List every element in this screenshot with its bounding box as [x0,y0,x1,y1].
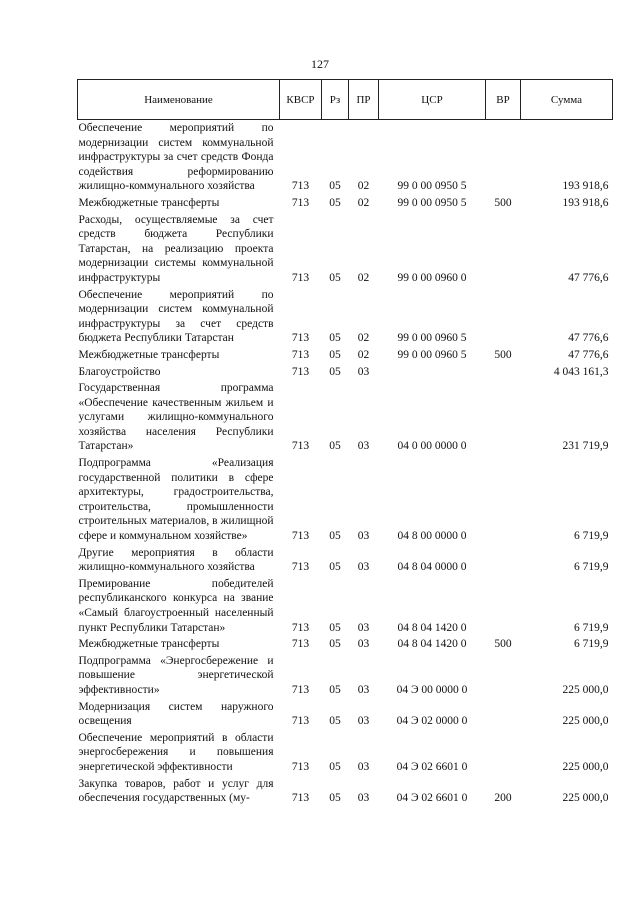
cell-sum: 225 000,0 [562,715,609,728]
table-row [78,730,613,776]
cell-kvsr: 713 [291,348,310,361]
cell-sum: 6 719,9 [574,530,609,543]
cell-csr [379,364,486,381]
header-rz: Рз [322,80,349,120]
cell-csr: 04 Э 02 6601 0 [396,792,468,805]
header-vr: ВР [486,80,521,120]
cell-kvsr: 713 [291,196,310,209]
cell-rz: 05 [329,332,341,345]
cell-name: Межбюджетные трансферты [78,196,220,209]
cell-name: Обеспечение мероприятий в области энергосбережения и повышения энергетической эффективности [78,731,274,773]
cell-rz: 05 [329,180,341,193]
table-row [78,212,613,287]
cell-vr: 500 [494,638,512,651]
cell-pr: 02 [357,180,370,193]
cell-csr: 04 8 04 0000 0 [397,561,467,574]
cell-vr [486,455,521,545]
cell-rz: 05 [329,760,341,773]
cell-kvsr: 713 [291,271,310,284]
cell-csr: 99 0 00 0950 5 [397,196,467,209]
cell-vr: 500 [494,196,512,209]
cell-kvsr: 713 [291,561,310,574]
cell-name: Премирование победителей республиканского конкурса на звание «Самый благоустроенный населенный пункт Республики Татарстан» [78,577,274,634]
cell-csr: 99 0 00 0960 5 [397,348,467,361]
table-body [78,120,613,807]
cell-csr: 04 8 04 1420 0 [397,621,467,634]
cell-vr [486,699,521,730]
cell-vr [486,287,521,347]
page-number: 127 [311,57,329,71]
cell-pr: 03 [357,683,370,696]
cell-csr: 04 8 00 0000 0 [397,530,467,543]
cell-kvsr: 713 [291,792,310,805]
cell-rz: 05 [329,715,341,728]
cell-csr: 04 Э 00 0000 0 [396,683,468,696]
header-sum: Сумма [521,80,613,120]
cell-rz: 05 [329,638,341,651]
cell-vr: 200 [494,792,512,805]
cell-sum: 6 719,9 [574,638,609,651]
cell-rz: 05 [329,621,341,634]
cell-vr [486,364,521,381]
cell-name: Обеспечение мероприятий по модернизации систем коммунальной инфраструктуры за счет средств Фонда содействия реформированию жилищно-коммунального хозяйства [78,122,274,193]
cell-pr: 02 [357,271,370,284]
cell-name: Межбюджетные трансферты [78,348,220,361]
table-row [78,545,613,576]
table-row [78,653,613,699]
cell-pr: 02 [357,348,370,361]
cell-rz: 05 [329,683,341,696]
header-csr: ЦСР [379,80,486,120]
cell-name: Обеспечение мероприятий по модернизации систем коммунальной инфраструктуры за счет средств бюджета Республики Татарстан [78,288,274,345]
cell-kvsr: 713 [291,440,310,453]
table-row [78,347,613,364]
table-row [78,576,613,636]
cell-pr: 03 [357,715,370,728]
cell-sum: 4 043 161,3 [553,365,609,378]
cell-vr [486,380,521,455]
cell-rz: 05 [329,196,341,209]
cell-rz: 05 [329,440,341,453]
cell-vr [486,730,521,776]
cell-rz: 05 [329,348,341,361]
cell-kvsr: 713 [291,760,310,773]
cell-kvsr: 713 [291,180,310,193]
header-kvsr: КВСР [280,80,322,120]
cell-kvsr: 713 [291,332,310,345]
cell-rz: 05 [329,530,341,543]
cell-name: Подпрограмма «Реализация государственной политики в сфере архитектуры, градостроительства, строительства, промышленности строительных материалов, в жилищной сфере и коммунальном хозяйстве» [78,457,274,543]
cell-name: Государственная программа «Обеспечение качественным жильем и услугами жилищно-коммунального хозяйства населения Республики Татарстан» [78,382,274,453]
cell-vr [486,120,521,195]
cell-pr: 03 [357,621,370,634]
cell-name: Закупка товаров, работ и услуг для обеспечения государственных (му- [78,777,274,805]
cell-sum: 225 000,0 [562,792,609,805]
cell-pr: 02 [357,196,370,209]
cell-name: Другие мероприятия в области жилищно-коммунального хозяйства [78,546,274,574]
cell-pr: 03 [357,638,370,651]
cell-kvsr: 713 [291,621,310,634]
cell-pr: 02 [357,332,370,345]
table-row [78,776,613,807]
cell-sum: 47 776,6 [568,348,609,361]
cell-sum: 47 776,6 [568,332,609,345]
cell-csr: 99 0 00 0950 5 [397,180,467,193]
cell-csr: 04 0 00 0000 0 [397,440,467,453]
cell-rz: 05 [329,792,341,805]
cell-name: Подпрограмма «Энергосбережение и повышение энергетической эффективности» [78,654,274,696]
cell-kvsr: 713 [291,715,310,728]
cell-sum: 6 719,9 [574,561,609,574]
cell-vr [486,545,521,576]
cell-name: Благоустройство [78,365,161,378]
cell-vr [486,653,521,699]
cell-pr: 03 [357,530,370,543]
cell-name: Межбюджетные трансферты [78,638,220,651]
table-row [78,364,613,381]
cell-rz: 05 [329,271,341,284]
table-row [78,195,613,212]
table-row [78,380,613,455]
cell-pr: 03 [357,365,370,378]
cell-pr: 03 [357,792,370,805]
table-row [78,636,613,653]
cell-rz: 05 [329,561,341,574]
cell-csr: 04 8 04 1420 0 [397,638,467,651]
cell-sum: 193 918,6 [562,180,609,193]
cell-kvsr: 713 [291,683,310,696]
cell-kvsr: 713 [291,530,310,543]
budget-table [77,79,613,807]
cell-vr: 500 [494,348,512,361]
cell-sum: 193 918,6 [562,196,609,209]
cell-rz: 05 [329,365,341,378]
header-name: Наименование [78,80,280,120]
cell-sum: 231 719,9 [562,440,609,453]
cell-csr: 04 Э 02 0000 0 [396,715,468,728]
cell-vr [486,212,521,287]
cell-pr: 03 [357,760,370,773]
table-row [78,287,613,347]
cell-name: Расходы, осуществляемые за счет средств бюджета Республики Татарстан, на реализацию проекта модернизации системы коммунальной инфраструктуры [78,213,274,284]
cell-vr [486,576,521,636]
table-row [78,699,613,730]
cell-sum: 225 000,0 [562,683,609,696]
cell-csr: 99 0 00 0960 0 [397,271,467,284]
cell-pr: 03 [357,440,370,453]
cell-csr: 99 0 00 0960 5 [397,332,467,345]
cell-sum: 47 776,6 [568,271,609,284]
cell-sum: 225 000,0 [562,760,609,773]
table-header-row [78,80,613,120]
table-row [78,120,613,195]
cell-sum: 6 719,9 [574,621,609,634]
cell-csr: 04 Э 02 6601 0 [396,760,468,773]
header-pr: ПР [349,80,379,120]
cell-pr: 03 [357,561,370,574]
cell-name: Модернизация систем наружного освещения [78,700,274,728]
cell-kvsr: 713 [291,365,310,378]
cell-kvsr: 713 [291,638,310,651]
table-row [78,455,613,545]
